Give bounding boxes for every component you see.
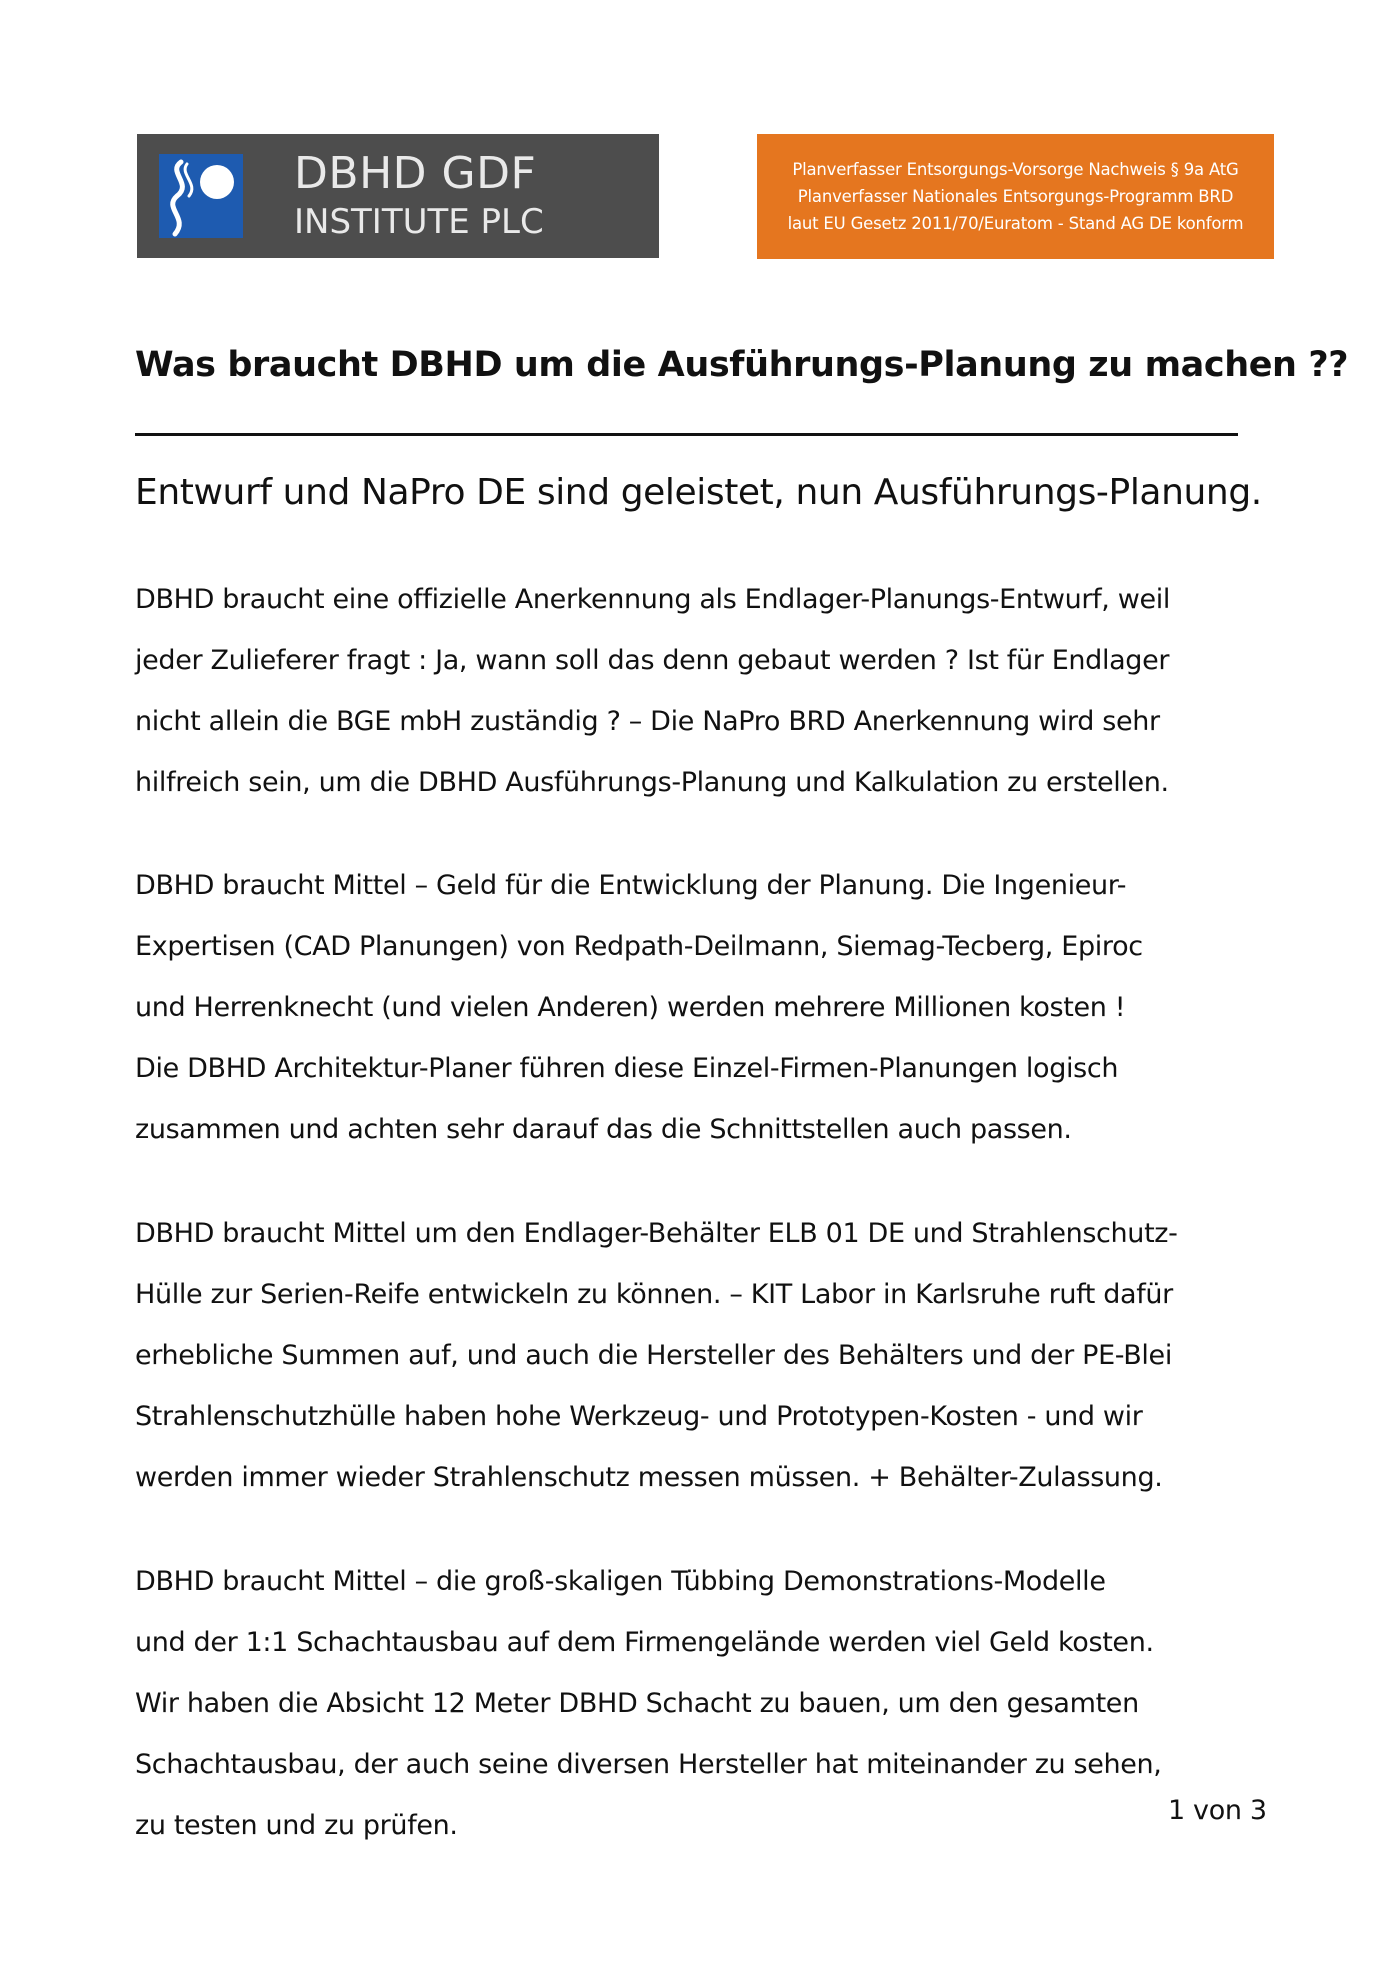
paragraph-line: DBHD braucht eine offizielle Anerkennung als Endlager-Planungs-Entwurf, weil [135,584,1171,615]
paragraph-line: hilfreich sein, um die DBHD Ausführungs-Planung und Kalkulation zu erstellen. [135,767,1169,798]
paragraph-line: erhebliche Summen auf, und auch die Hersteller des Behälters und der PE-Blei [135,1340,1172,1371]
paragraph-line: DBHD braucht Mittel – Geld für die Entwicklung der Planung. Die Ingenieur- [135,870,1127,901]
paragraph-line: zusammen und achten sehr darauf das die Schnittstellen auch passen. [135,1114,1072,1145]
logo-company-name: DBHD GDF [294,148,537,199]
badge-line: laut EU Gesetz 2011/70/Euratom - Stand AG DE konform [787,214,1244,233]
badge-line: Planverfasser Entsorgungs-Vorsorge Nachweis § 9a AtG [792,160,1239,179]
title-underline-divider [135,433,1238,436]
paragraph-line: DBHD braucht Mittel – die groß-skaligen Tübbing Demonstrations-Modelle [135,1566,1106,1597]
paragraph-line: Die DBHD Architektur-Planer führen diese Einzel-Firmen-Planungen logisch [135,1053,1119,1084]
page-title: Was braucht DBHD um die Ausführungs-Planung zu machen ?? [135,345,1349,385]
paragraph-line: Wir haben die Absicht 12 Meter DBHD Schacht zu bauen, um den gesamten [135,1688,1139,1719]
paragraph-line: werden immer wieder Strahlenschutz messen müssen. + Behälter-Zulassung. [135,1462,1163,1493]
paragraph-line: Strahlenschutzhülle haben hohe Werkzeug- und Prototypen-Kosten - und wir [135,1401,1143,1432]
paragraph-line: DBHD braucht Mittel um den Endlager-Behälter ELB 01 DE und Strahlenschutz- [135,1218,1178,1249]
paragraph-planning-funds [135,855,1143,1160]
paragraph-container-funds [135,1203,1178,1508]
page-subtitle: Entwurf und NaPro DE sind geleistet, nun Ausführungs-Planung. [135,472,1262,513]
logo-company-suffix: INSTITUTE PLC [294,202,544,242]
paragraph-line: jeder Zulieferer fragt : Ja, wann soll das denn gebaut werden ? Ist für Endlager [135,645,1170,676]
paragraph-line: zu testen und zu prüfen. [135,1810,458,1841]
paragraph-line: und der 1:1 Schachtausbau auf dem Firmengelände werden viel Geld kosten. [135,1627,1154,1658]
paragraph-line: und Herrenknecht (und vielen Anderen) werden mehrere Millionen kosten ! [135,992,1126,1023]
paragraph-line: Expertisen (CAD Planungen) von Redpath-Deilmann, Siemag-Tecberg, Epiroc [135,931,1143,962]
badge-line: Planverfasser Nationales Entsorgungs-Programm BRD [797,187,1234,206]
dbhd-logo-mark-icon [159,154,243,238]
page-number: 1 von 3 [1168,1795,1267,1826]
certification-badge [757,134,1274,259]
paragraph-line: Schachtausbau, der auch seine diversen Hersteller hat miteinander zu sehen, [135,1749,1162,1780]
paragraph-recognition [135,569,1170,813]
paragraph-line: nicht allein die BGE mbH zuständig ? – Die NaPro BRD Anerkennung wird sehr [135,706,1160,737]
paragraph-shaft-funds [135,1551,1162,1856]
company-logo [137,134,659,258]
paragraph-line: Hülle zur Serien-Reife entwickeln zu können. – KIT Labor in Karlsruhe ruft dafür [135,1279,1173,1310]
